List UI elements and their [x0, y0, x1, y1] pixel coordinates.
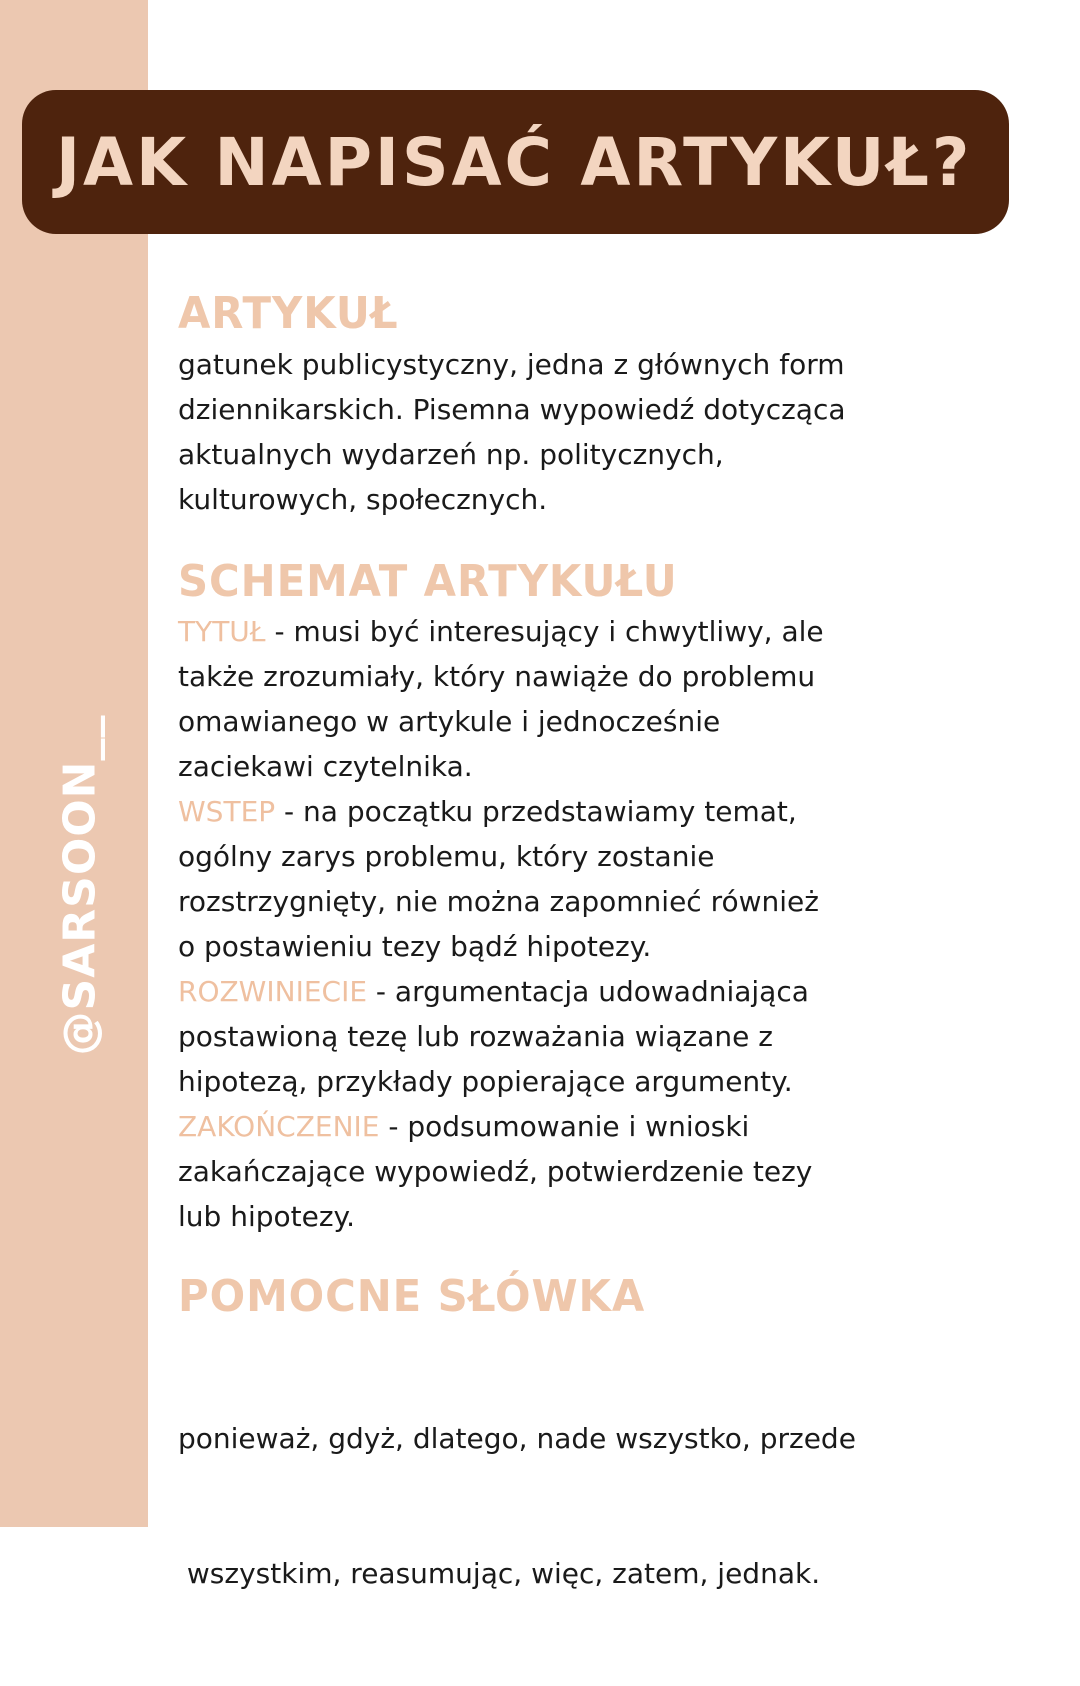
paragraph-schemat	[178, 609, 1038, 1239]
text-line	[178, 609, 1038, 654]
text-line: zaciekawi czytelnika.	[178, 750, 473, 783]
page-title: JAK NAPISAĆ ARTYKUŁ?	[56, 123, 973, 201]
heading-artykul: ARTYKUŁ	[178, 288, 399, 339]
text-line: wszystkim, reasumując, więc, zatem, jednak.	[178, 1557, 821, 1590]
text-line: ogólny zarys problemu, który zostanie	[178, 840, 715, 873]
text-line	[178, 789, 1038, 834]
paragraph-artykul	[178, 342, 1038, 522]
text-line: lub hipotezy.	[178, 1200, 356, 1233]
text-line: rozstrzygnięty, nie można zapomnieć również	[178, 885, 819, 918]
text-fragment: - musi być interesujący i chwytliwy, ale	[265, 615, 824, 648]
text-line	[178, 1104, 1038, 1149]
text-fragment: - na początku przedstawiamy temat,	[275, 795, 797, 828]
text-fragment: - argumentacja udowadniająca	[367, 975, 809, 1008]
keyword-tytul: TYTUŁ	[178, 615, 266, 648]
keyword-rozwiniecie: ROZWINIECIE	[178, 975, 368, 1008]
text-line: o postawieniu tezy bądź hipotezy.	[178, 930, 652, 963]
text-line: ponieważ, gdyż, dlatego, nade wszystko, przede	[178, 1422, 856, 1455]
heading-schemat: SCHEMAT ARTYKUŁU	[178, 556, 678, 607]
text-line: gatunek publicystyczny, jedna z głównych form	[178, 348, 845, 381]
text-fragment: - podsumowanie i wnioski	[379, 1110, 750, 1143]
text-line: aktualnych wydarzeń np. politycznych,	[178, 438, 724, 471]
text-line: hipotezą, przykłady popierające argumenty.	[178, 1065, 793, 1098]
heading-pomocne: POMOCNE SŁÓWKA	[178, 1271, 646, 1322]
text-line: kulturowych, społecznych.	[178, 483, 548, 516]
author-handle: @SARSOON__	[54, 714, 106, 1056]
text-line: omawianego w artykule i jednocześnie	[178, 705, 721, 738]
text-line: zakańczające wypowiedź, potwierdzenie tezy	[178, 1155, 813, 1188]
keyword-zakonczenie: ZAKOŃCZENIE	[178, 1110, 380, 1143]
paragraph-pomocne	[178, 1326, 1038, 1686]
text-line: także zrozumiały, który nawiąże do problemu	[178, 660, 816, 693]
text-line: postawioną tezę lub rozważania wiązane z	[178, 1020, 773, 1053]
keyword-wstep: WSTEP	[178, 795, 276, 828]
text-line	[178, 969, 1038, 1014]
text-line: dziennikarskich. Pisemna wypowiedź dotycząca	[178, 393, 846, 426]
title-banner	[22, 90, 1009, 234]
